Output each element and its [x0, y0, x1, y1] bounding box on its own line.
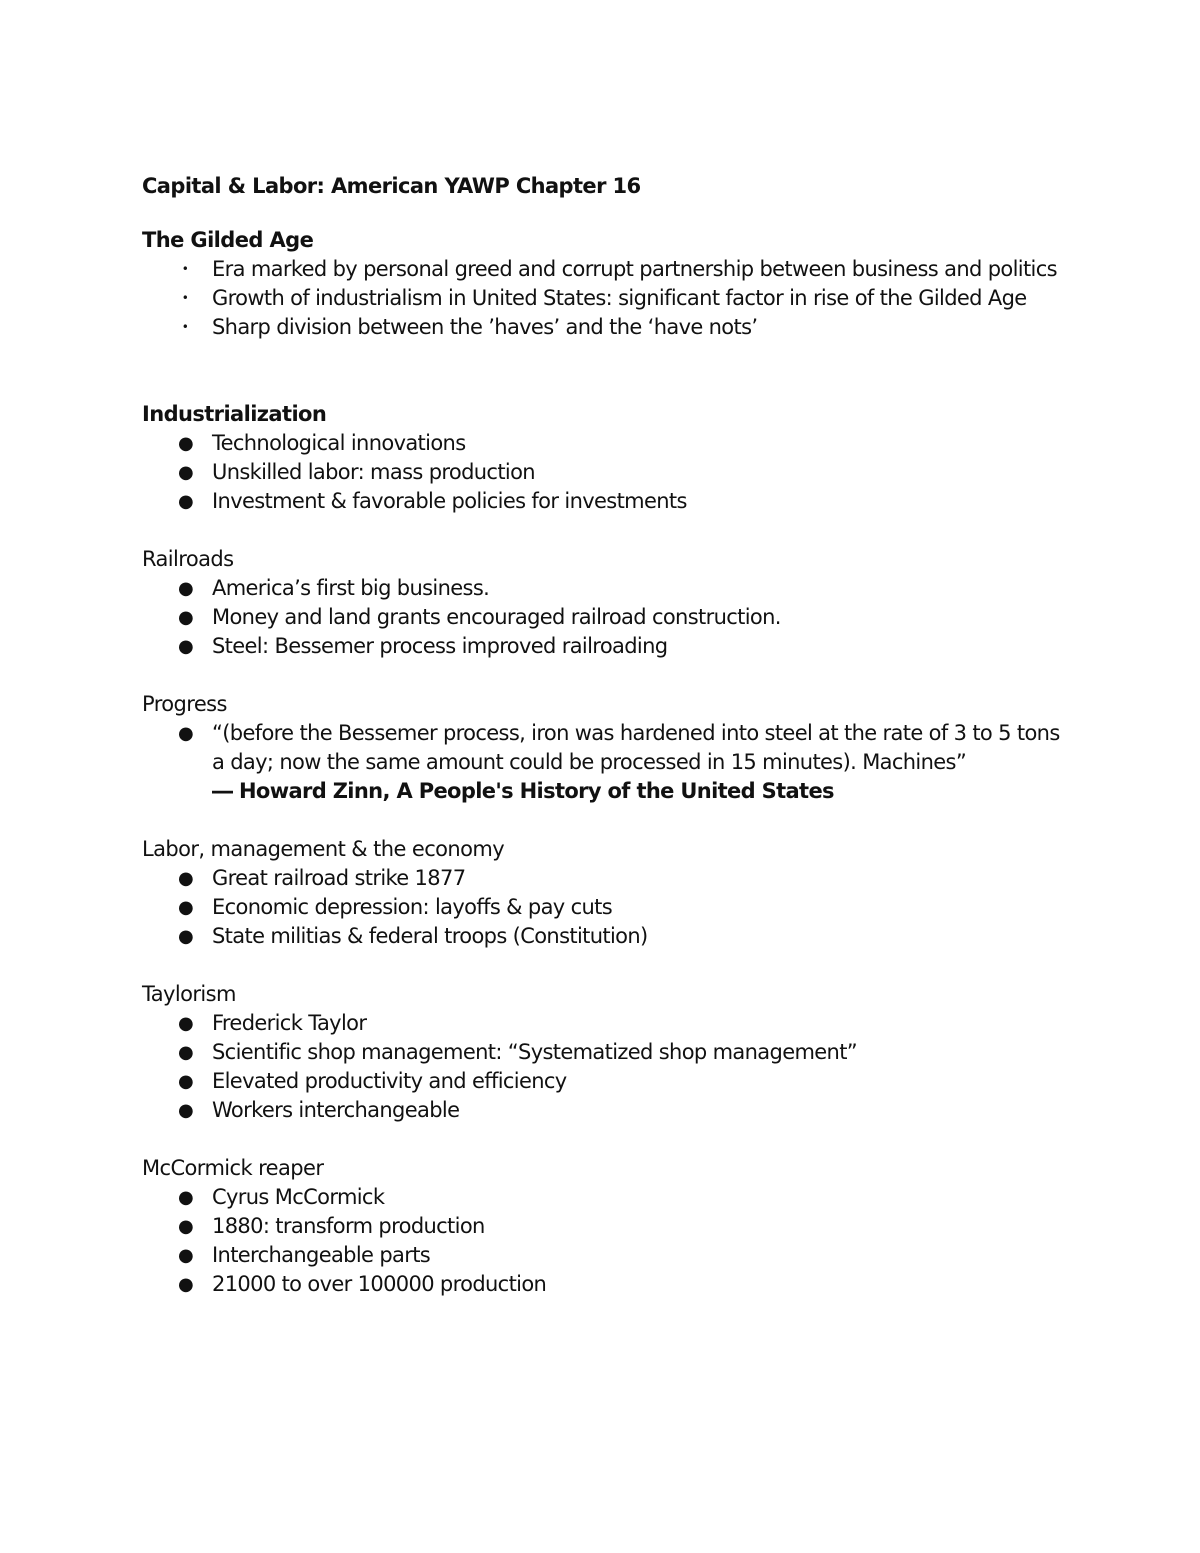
bullet-list-industrialization — [142, 429, 1072, 516]
document-page — [142, 168, 1072, 1299]
list-item-text: Growth of industrialism in United States: significant factor in rise of the Gilded Age — [212, 286, 1027, 310]
list-item — [142, 864, 1072, 893]
list-item — [142, 1009, 1072, 1038]
list-item-text: Cyrus McCormick — [212, 1185, 385, 1209]
round-bullet-icon: ● — [178, 897, 194, 918]
list-item-text: Sharp division between the ’haves’ and the ‘have nots’ — [212, 315, 758, 339]
list-item-text: Great railroad strike 1877 — [212, 866, 466, 890]
section-gilded-age — [142, 226, 1072, 342]
bullet-list-labor-management — [142, 864, 1072, 951]
list-item-text: Money and land grants encouraged railroad construction. — [212, 605, 781, 629]
list-item — [142, 603, 1072, 632]
list-item-text: State militias & federal troops (Constitution) — [212, 924, 648, 948]
round-bullet-icon: ● — [178, 1187, 194, 1208]
list-item-text: Frederick Taylor — [212, 1011, 367, 1035]
small-bullet-icon: • — [181, 320, 189, 334]
section-mccormick-reaper — [142, 1154, 1072, 1299]
round-bullet-icon: ● — [178, 1274, 194, 1295]
section-taylorism — [142, 980, 1072, 1125]
round-bullet-icon: ● — [178, 868, 194, 889]
section-heading-gilded-age: The Gilded Age — [142, 228, 314, 252]
section-heading-mccormick-reaper: McCormick reaper — [142, 1156, 324, 1180]
list-item — [142, 922, 1072, 951]
bullet-list-progress — [142, 719, 1072, 806]
list-item — [142, 1212, 1072, 1241]
bullet-list-mccormick-reaper — [142, 1183, 1072, 1299]
section-heading-industrialization: Industrialization — [142, 402, 327, 426]
round-bullet-icon: ● — [178, 1245, 194, 1266]
round-bullet-icon: ● — [178, 433, 194, 454]
list-item — [142, 429, 1072, 458]
round-bullet-icon: ● — [178, 1100, 194, 1121]
list-item — [142, 255, 1072, 284]
list-item — [142, 1096, 1072, 1125]
round-bullet-icon: ● — [178, 578, 194, 599]
section-heading-progress: Progress — [142, 692, 227, 716]
list-item — [142, 893, 1072, 922]
list-item — [142, 1038, 1072, 1067]
bullet-list-railroads — [142, 574, 1072, 661]
round-bullet-icon: ● — [178, 1042, 194, 1063]
list-item-text: Unskilled labor: mass production — [212, 460, 535, 484]
list-item-text: Workers interchangeable — [212, 1098, 460, 1122]
document-title: Capital & Labor: American YAWP Chapter 16 — [142, 174, 641, 198]
section-progress — [142, 690, 1072, 806]
round-bullet-icon: ● — [178, 723, 194, 744]
round-bullet-icon: ● — [178, 607, 194, 628]
round-bullet-icon: ● — [178, 491, 194, 512]
section-heading-labor-management: Labor, management & the economy — [142, 837, 505, 861]
list-item — [142, 632, 1072, 661]
list-item — [142, 1067, 1072, 1096]
list-item — [142, 487, 1072, 516]
section-industrialization — [142, 400, 1072, 516]
list-item — [142, 1270, 1072, 1299]
section-heading-railroads: Railroads — [142, 547, 234, 571]
round-bullet-icon: ● — [178, 462, 194, 483]
list-item-text: Era marked by personal greed and corrupt partnership between business and politics — [212, 257, 1057, 281]
list-item-text: 21000 to over 100000 production — [212, 1272, 547, 1296]
quote-attribution: ― Howard Zinn, A People's History of the United States — [212, 779, 834, 803]
bullet-list-gilded-age — [142, 255, 1072, 342]
quote-text: “(before the Bessemer process, iron was hardened into steel at the rate of 3 to 5 tons a day; now the same amount could be processed in 15 minutes). Machines” — [212, 721, 1060, 774]
section-labor-management — [142, 835, 1072, 951]
small-bullet-icon: • — [181, 291, 189, 305]
list-item-text: Elevated productivity and efficiency — [212, 1069, 567, 1093]
list-item-text: Interchangeable parts — [212, 1243, 431, 1267]
small-bullet-icon: • — [181, 262, 189, 276]
bullet-list-taylorism — [142, 1009, 1072, 1125]
round-bullet-icon: ● — [178, 1216, 194, 1237]
round-bullet-icon: ● — [178, 1071, 194, 1092]
section-heading-taylorism: Taylorism — [142, 982, 236, 1006]
list-item — [142, 574, 1072, 603]
list-item-quote — [142, 719, 1072, 806]
list-item-text: Steel: Bessemer process improved railroading — [212, 634, 668, 658]
list-item-text: Investment & favorable policies for investments — [212, 489, 687, 513]
list-item — [142, 284, 1072, 313]
list-item-text: Technological innovations — [212, 431, 466, 455]
list-item — [142, 458, 1072, 487]
list-item-text: America’s first big business. — [212, 576, 490, 600]
round-bullet-icon: ● — [178, 636, 194, 657]
list-item-text: 1880: transform production — [212, 1214, 485, 1238]
round-bullet-icon: ● — [178, 926, 194, 947]
list-item-text: Scientific shop management: “Systematized shop management” — [212, 1040, 858, 1064]
round-bullet-icon: ● — [178, 1013, 194, 1034]
section-railroads — [142, 545, 1072, 661]
list-item — [142, 1183, 1072, 1212]
list-item-text: Economic depression: layoffs & pay cuts — [212, 895, 613, 919]
list-item — [142, 313, 1072, 342]
list-item — [142, 1241, 1072, 1270]
